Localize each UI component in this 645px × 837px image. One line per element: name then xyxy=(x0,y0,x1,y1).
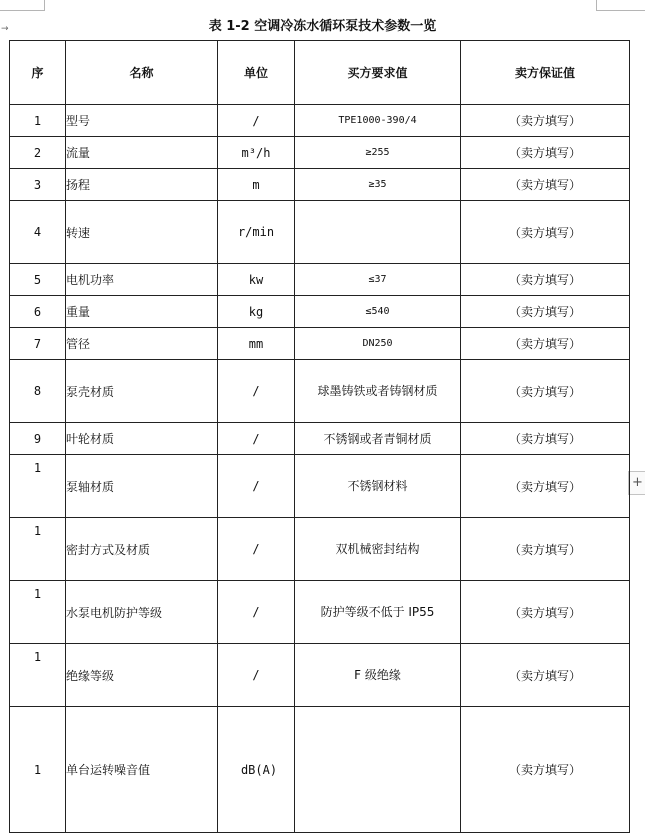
row-unit: m xyxy=(218,169,295,201)
row-no: 3 xyxy=(10,169,66,201)
row-requirement: 防护等级不低于 IP55 xyxy=(295,581,461,644)
row-guarantee: （卖方填写） xyxy=(461,707,630,833)
row-no: 5 xyxy=(10,264,66,296)
row-unit: / xyxy=(218,360,295,423)
row-name: 单台运转噪音值 xyxy=(66,707,218,833)
table-row xyxy=(10,105,630,137)
header-guarantee: 卖方保证值 xyxy=(461,41,630,105)
table-caption: 表 1-2 空调冷冻水循环泵技术参数一览 xyxy=(208,19,437,34)
row-no: 7 xyxy=(10,328,66,360)
table-row xyxy=(10,518,630,581)
table-row xyxy=(10,360,630,423)
table-row xyxy=(10,137,630,169)
row-name: 水泵电机防护等级 xyxy=(66,581,218,644)
row-requirement: TPE1000-390/4 xyxy=(295,105,461,137)
table-row xyxy=(10,328,630,360)
pump-spec-table xyxy=(9,40,630,833)
row-requirement: F 级绝缘 xyxy=(295,644,461,707)
row-name: 型号 xyxy=(66,105,218,137)
header-no: 序 xyxy=(10,41,66,105)
table-row xyxy=(10,264,630,296)
row-no: 1 xyxy=(10,581,66,644)
row-requirement: ≥255 xyxy=(295,137,461,169)
table-row xyxy=(10,707,630,833)
row-guarantee: （卖方填写） xyxy=(461,105,630,137)
paragraph-arrow-icon: → xyxy=(1,24,9,34)
row-no: 9 xyxy=(10,423,66,455)
row-unit: / xyxy=(218,423,295,455)
table-row xyxy=(10,455,630,518)
table-row xyxy=(10,169,630,201)
row-guarantee: （卖方填写） xyxy=(461,455,630,518)
row-no: 1 xyxy=(10,518,66,581)
table-row xyxy=(10,296,630,328)
row-no: 2 xyxy=(10,137,66,169)
table-row xyxy=(10,644,630,707)
row-unit: m³/h xyxy=(218,137,295,169)
row-requirement: 不锈钢材料 xyxy=(295,455,461,518)
row-requirement: ≤540 xyxy=(295,296,461,328)
page-corner-mark-left xyxy=(0,0,45,11)
row-name: 泵轴材质 xyxy=(66,455,218,518)
row-name: 密封方式及材质 xyxy=(66,518,218,581)
row-unit: r/min xyxy=(218,201,295,264)
row-guarantee: （卖方填写） xyxy=(461,264,630,296)
row-name: 管径 xyxy=(66,328,218,360)
row-name: 流量 xyxy=(66,137,218,169)
row-requirement: ≥35 xyxy=(295,169,461,201)
table-add-column-button[interactable]: + xyxy=(628,471,645,495)
row-no: 6 xyxy=(10,296,66,328)
row-guarantee: （卖方填写） xyxy=(461,518,630,581)
row-name: 重量 xyxy=(66,296,218,328)
row-unit: mm xyxy=(218,328,295,360)
row-no: 4 xyxy=(10,201,66,264)
row-guarantee: （卖方填写） xyxy=(461,360,630,423)
table-row xyxy=(10,423,630,455)
row-unit: / xyxy=(218,581,295,644)
row-requirement xyxy=(295,201,461,264)
row-guarantee: （卖方填写） xyxy=(461,169,630,201)
row-guarantee: （卖方填写） xyxy=(461,423,630,455)
row-requirement xyxy=(295,707,461,833)
row-unit: / xyxy=(218,518,295,581)
row-requirement: 球墨铸铁或者铸钢材质 xyxy=(295,360,461,423)
row-no: 1 xyxy=(10,105,66,137)
row-no: 1 xyxy=(10,707,66,833)
row-unit: / xyxy=(218,455,295,518)
table-header-row xyxy=(10,41,630,105)
row-no: 1 xyxy=(10,455,66,518)
row-requirement: DN250 xyxy=(295,328,461,360)
row-requirement: 不锈钢或者青铜材质 xyxy=(295,423,461,455)
row-name: 叶轮材质 xyxy=(66,423,218,455)
row-guarantee: （卖方填写） xyxy=(461,644,630,707)
row-unit: dB(A) xyxy=(218,707,295,833)
row-name: 电机功率 xyxy=(66,264,218,296)
header-requirement: 买方要求值 xyxy=(295,41,461,105)
row-guarantee: （卖方填写） xyxy=(461,328,630,360)
table-row xyxy=(10,201,630,264)
row-guarantee: （卖方填写） xyxy=(461,137,630,169)
row-guarantee: （卖方填写） xyxy=(461,296,630,328)
page-corner-mark-right xyxy=(596,0,645,11)
row-name: 泵壳材质 xyxy=(66,360,218,423)
row-no: 1 xyxy=(10,644,66,707)
row-unit: / xyxy=(218,105,295,137)
header-name: 名称 xyxy=(66,41,218,105)
row-name: 转速 xyxy=(66,201,218,264)
row-requirement: 双机械密封结构 xyxy=(295,518,461,581)
row-guarantee: （卖方填写） xyxy=(461,201,630,264)
row-unit: / xyxy=(218,644,295,707)
row-unit: kg xyxy=(218,296,295,328)
row-name: 绝缘等级 xyxy=(66,644,218,707)
row-unit: kw xyxy=(218,264,295,296)
row-guarantee: （卖方填写） xyxy=(461,581,630,644)
row-requirement: ≤37 xyxy=(295,264,461,296)
header-unit: 单位 xyxy=(218,41,295,105)
row-name: 扬程 xyxy=(66,169,218,201)
row-no: 8 xyxy=(10,360,66,423)
table-row xyxy=(10,581,630,644)
